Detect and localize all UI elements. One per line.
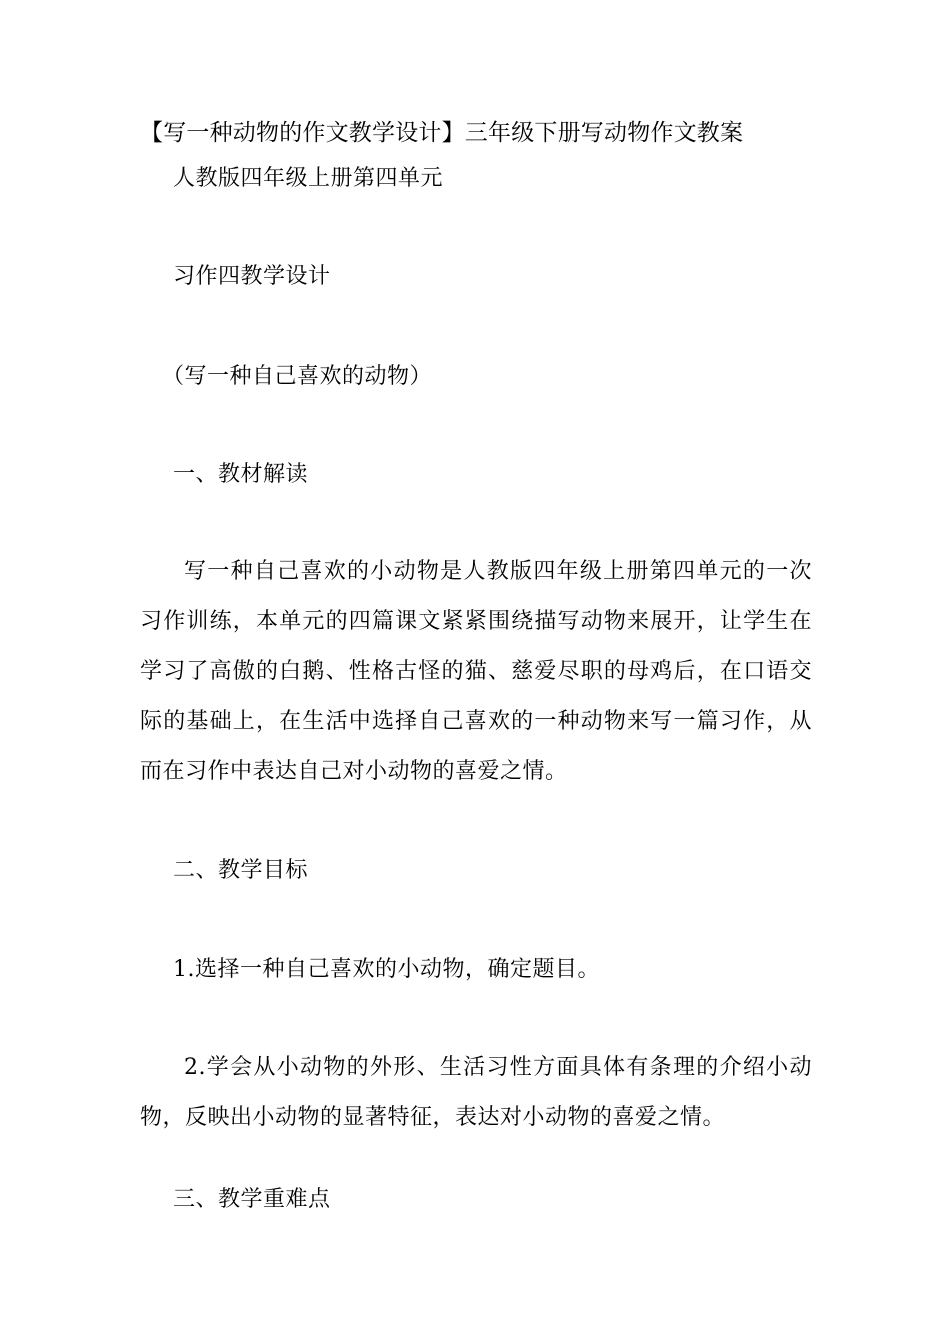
design-heading: 习作四教学设计: [173, 264, 331, 289]
section-heading-goals: 二、教学目标: [173, 858, 309, 883]
section-heading-key-points: 三、教学重难点: [173, 1187, 331, 1212]
section-heading-materials: 一、教材解读: [173, 462, 309, 487]
document-title: 【写一种动物的作文教学设计】三年级下册写动物作文教案: [140, 120, 744, 146]
topic-heading: （写一种自己喜欢的动物）: [162, 364, 433, 389]
goal-item-1: 1.选择一种自己喜欢的小动物，确定题目。: [173, 957, 600, 982]
materials-paragraph: 写一种自己喜欢的小动物是人教版四年级上册第四单元的一次习作训练，本单元的四篇课文紧紧围绕描写动物来展开，让学生在学习了高傲的白鹅、性格古怪的猫、慈爱尽职的母鸡后，在口语交际的基础上，在生活中选择自己喜欢的一种动物来写一篇习作，从而在习作中表达自己对小动物的喜爱之情。: [140, 559, 812, 784]
document-subtitle: 人教版四年级上册第四单元: [173, 166, 444, 191]
goal-item-2: 2.学会从小动物的外形、生活习性方面具体有条理的介绍小动物，反映出小动物的显著特征，表达对小动物的喜爱之情。: [140, 1055, 812, 1130]
